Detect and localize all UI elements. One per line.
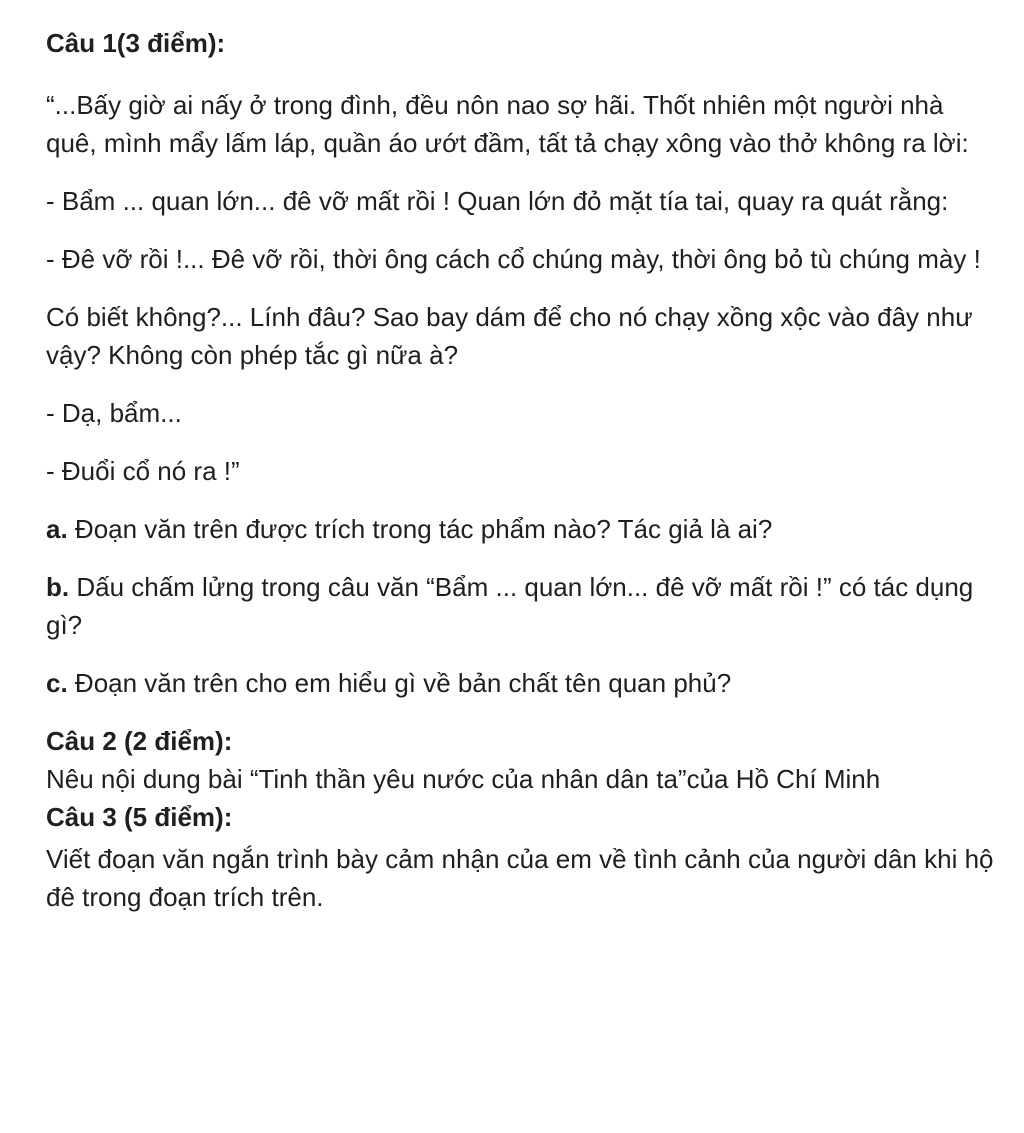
passage-paragraph-6: - Đuổi cổ nó ra !” bbox=[46, 456, 240, 486]
question-3-heading: Câu 3 (5 điểm): bbox=[46, 802, 233, 832]
question-1-heading: Câu 1(3 điểm): bbox=[46, 28, 226, 58]
question-1b bbox=[46, 568, 996, 644]
question-2-text: Nêu nội dung bài “Tinh thần yêu nước của nhân dân ta”của Hồ Chí Minh bbox=[46, 764, 881, 794]
passage-paragraph-2: - Bẩm ... quan lớn... đê vỡ mất rồi ! Quan lớn đỏ mặt tía tai, quay ra quát rằng: bbox=[46, 186, 949, 216]
question-1a-label: a. bbox=[46, 514, 68, 544]
passage-paragraph-1: “...Bấy giờ ai nấy ở trong đình, đều nôn nao sợ hãi. Thốt nhiên một người nhà quê, mình mẩy lấm láp, quần áo ướt đầm, tất tả chạy xông vào thở không ra lời: bbox=[46, 90, 969, 158]
passage-paragraph-4: Có biết không?... Lính đâu? Sao bay dám để cho nó chạy xồng xộc vào đây như vậy? Không còn phép tắc gì nữa à? bbox=[46, 302, 973, 370]
question-1c-label: c. bbox=[46, 668, 68, 698]
question-1c bbox=[46, 664, 996, 702]
passage-paragraph-3: - Đê vỡ rồi !... Đê vỡ rồi, thời ông cách cổ chúng mày, thời ông bỏ tù chúng mày ! bbox=[46, 244, 981, 274]
question-1a bbox=[46, 510, 996, 548]
question-1a-text: Đoạn văn trên được trích trong tác phẩm nào? Tác giả là ai? bbox=[67, 514, 773, 544]
question-1b-label: b. bbox=[46, 572, 70, 602]
question-3-text: Viết đoạn văn ngắn trình bày cảm nhận của em về tình cảnh của người dân khi hộ đê trong đoạn trích trên. bbox=[46, 844, 994, 912]
question-1c-text: Đoạn văn trên cho em hiểu gì về bản chất tên quan phủ? bbox=[67, 668, 732, 698]
question-1b-text: Dấu chấm lửng trong câu văn “Bẩm ... quan lớn... đê vỡ mất rồi !” có tác dụng gì? bbox=[46, 572, 974, 640]
passage-paragraph-5: - Dạ, bẩm... bbox=[46, 398, 182, 428]
question-2-heading: Câu 2 (2 điểm): bbox=[46, 726, 233, 756]
